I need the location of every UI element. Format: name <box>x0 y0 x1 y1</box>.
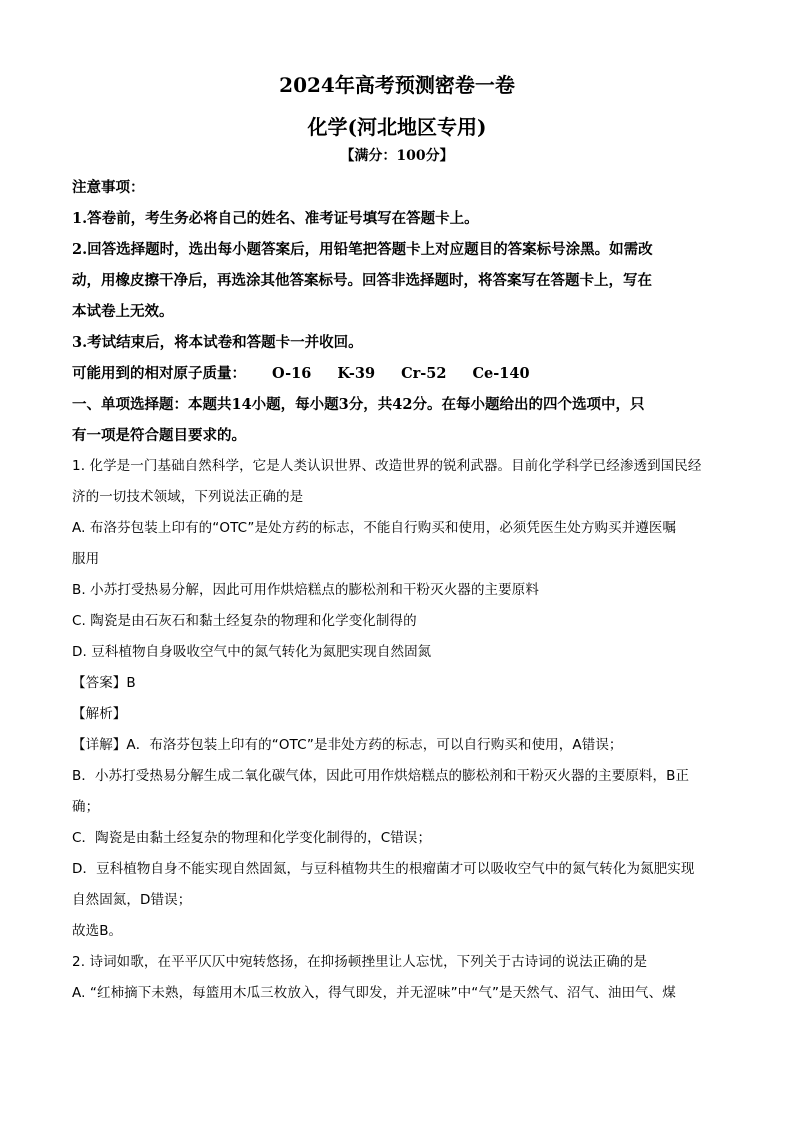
exam-title: 2024年高考预测密卷一卷 <box>279 73 515 97</box>
atomic-mass-cr: Cr-52 <box>401 365 447 382</box>
notice-item-2-line-1: 2.回答选择题时，选出每小题答案后，用铅笔把答题卡上对应题目的答案标号涂黑。如需改 <box>72 241 653 258</box>
notice-item-2-line-2: 动，用橡皮擦干净后，再选涂其他答案标号。回答非选择题时，将答案写在答题卡上，写在 <box>72 272 652 289</box>
q1-option-c: C. 陶瓷是由石灰石和黏土经复杂的物理和化学变化制得的 <box>72 613 417 629</box>
section-1-heading-line-2: 有一项是符合题目要求的。 <box>72 427 246 444</box>
q1-detail-line-5: D．豆科植物自身不能实现自然固氮，与豆科植物共生的根瘤菌才可以吸收空气中的氮气转化为氮肥实现 <box>72 861 695 877</box>
q1-answer: 【答案】B <box>72 675 136 691</box>
q1-conclusion: 故选B。 <box>72 923 123 939</box>
q1-option-a-line-2: 服用 <box>72 551 100 567</box>
atomic-mass-o: O-16 <box>272 365 312 382</box>
q1-detail-line-6: 自然固氮，D错误； <box>72 892 192 908</box>
exam-page <box>72 70 722 1009</box>
exam-subtitle: 化学(河北地区专用) <box>307 115 487 139</box>
q1-detail-line-4: C．陶瓷是由黏土经复杂的物理和化学变化制得的，C错误； <box>72 830 432 846</box>
notice-item-3: 3.考试结束后，将本试卷和答题卡一并收回。 <box>72 334 363 351</box>
atomic-mass-k: K-39 <box>337 365 376 382</box>
notice-item-1: 1.答卷前，考生务必将自己的姓名、准考证号填写在答题卡上。 <box>72 210 479 227</box>
atomic-mass-label: 可能用到的相对原子质量： <box>72 365 246 382</box>
q1-detail-line-2: B．小苏打受热易分解生成二氧化碳气体，因此可用作烘焙糕点的膨松剂和干粉灭火器的主要原料，B正 <box>72 768 690 784</box>
q1-option-d: D. 豆科植物自身吸收空气中的氮气转化为氮肥实现自然固氮 <box>72 644 432 660</box>
section-1-heading-line-1: 一、单项选择题：本题共14小题，每小题3分，共42分。在每小题给出的四个选项中，只 <box>72 396 645 413</box>
atomic-mass-ce: Ce-140 <box>472 365 530 382</box>
q1-detail-line-1: 【详解】A．布洛芬包装上印有的“OTC”是非处方药的标志，可以自行购买和使用，A错误； <box>72 737 623 753</box>
q1-option-a-line-1: A. 布洛芬包装上印有的“OTC”是处方药的标志，不能自行购买和使用，必须凭医生处方购买并遵医嘱 <box>72 520 677 536</box>
q1-stem-line-1: 1. 化学是一门基础自然科学，它是人类认识世界、改造世界的锐利武器。目前化学科学已经渗透到国民经 <box>72 458 702 474</box>
q1-option-b: B. 小苏打受热易分解，因此可用作烘焙糕点的膨松剂和干粉灭火器的主要原料 <box>72 582 539 598</box>
q2-option-a-line-1: A. “红柿摘下未熟，每篮用木瓜三枚放入，得气即发，并无涩味”中“气”是天然气、沼气、油田气、煤 <box>72 985 676 1001</box>
q1-detail-line-3: 确； <box>72 799 100 815</box>
atomic-mass-line <box>72 358 722 389</box>
full-score: 【满分：100分】 <box>340 148 454 164</box>
q2-stem: 2. 诗词如歌，在平平仄仄中宛转悠扬，在抑扬顿挫里让人忘忧，下列关于古诗词的说法正确的是 <box>72 954 648 970</box>
q1-stem-line-2: 济的一切技术领域，下列说法正确的是 <box>72 489 304 505</box>
q1-analysis-label: 【解析】 <box>72 706 127 722</box>
notice-item-2-line-3: 本试卷上无效。 <box>72 303 174 320</box>
notice-heading: 注意事项： <box>72 179 145 196</box>
